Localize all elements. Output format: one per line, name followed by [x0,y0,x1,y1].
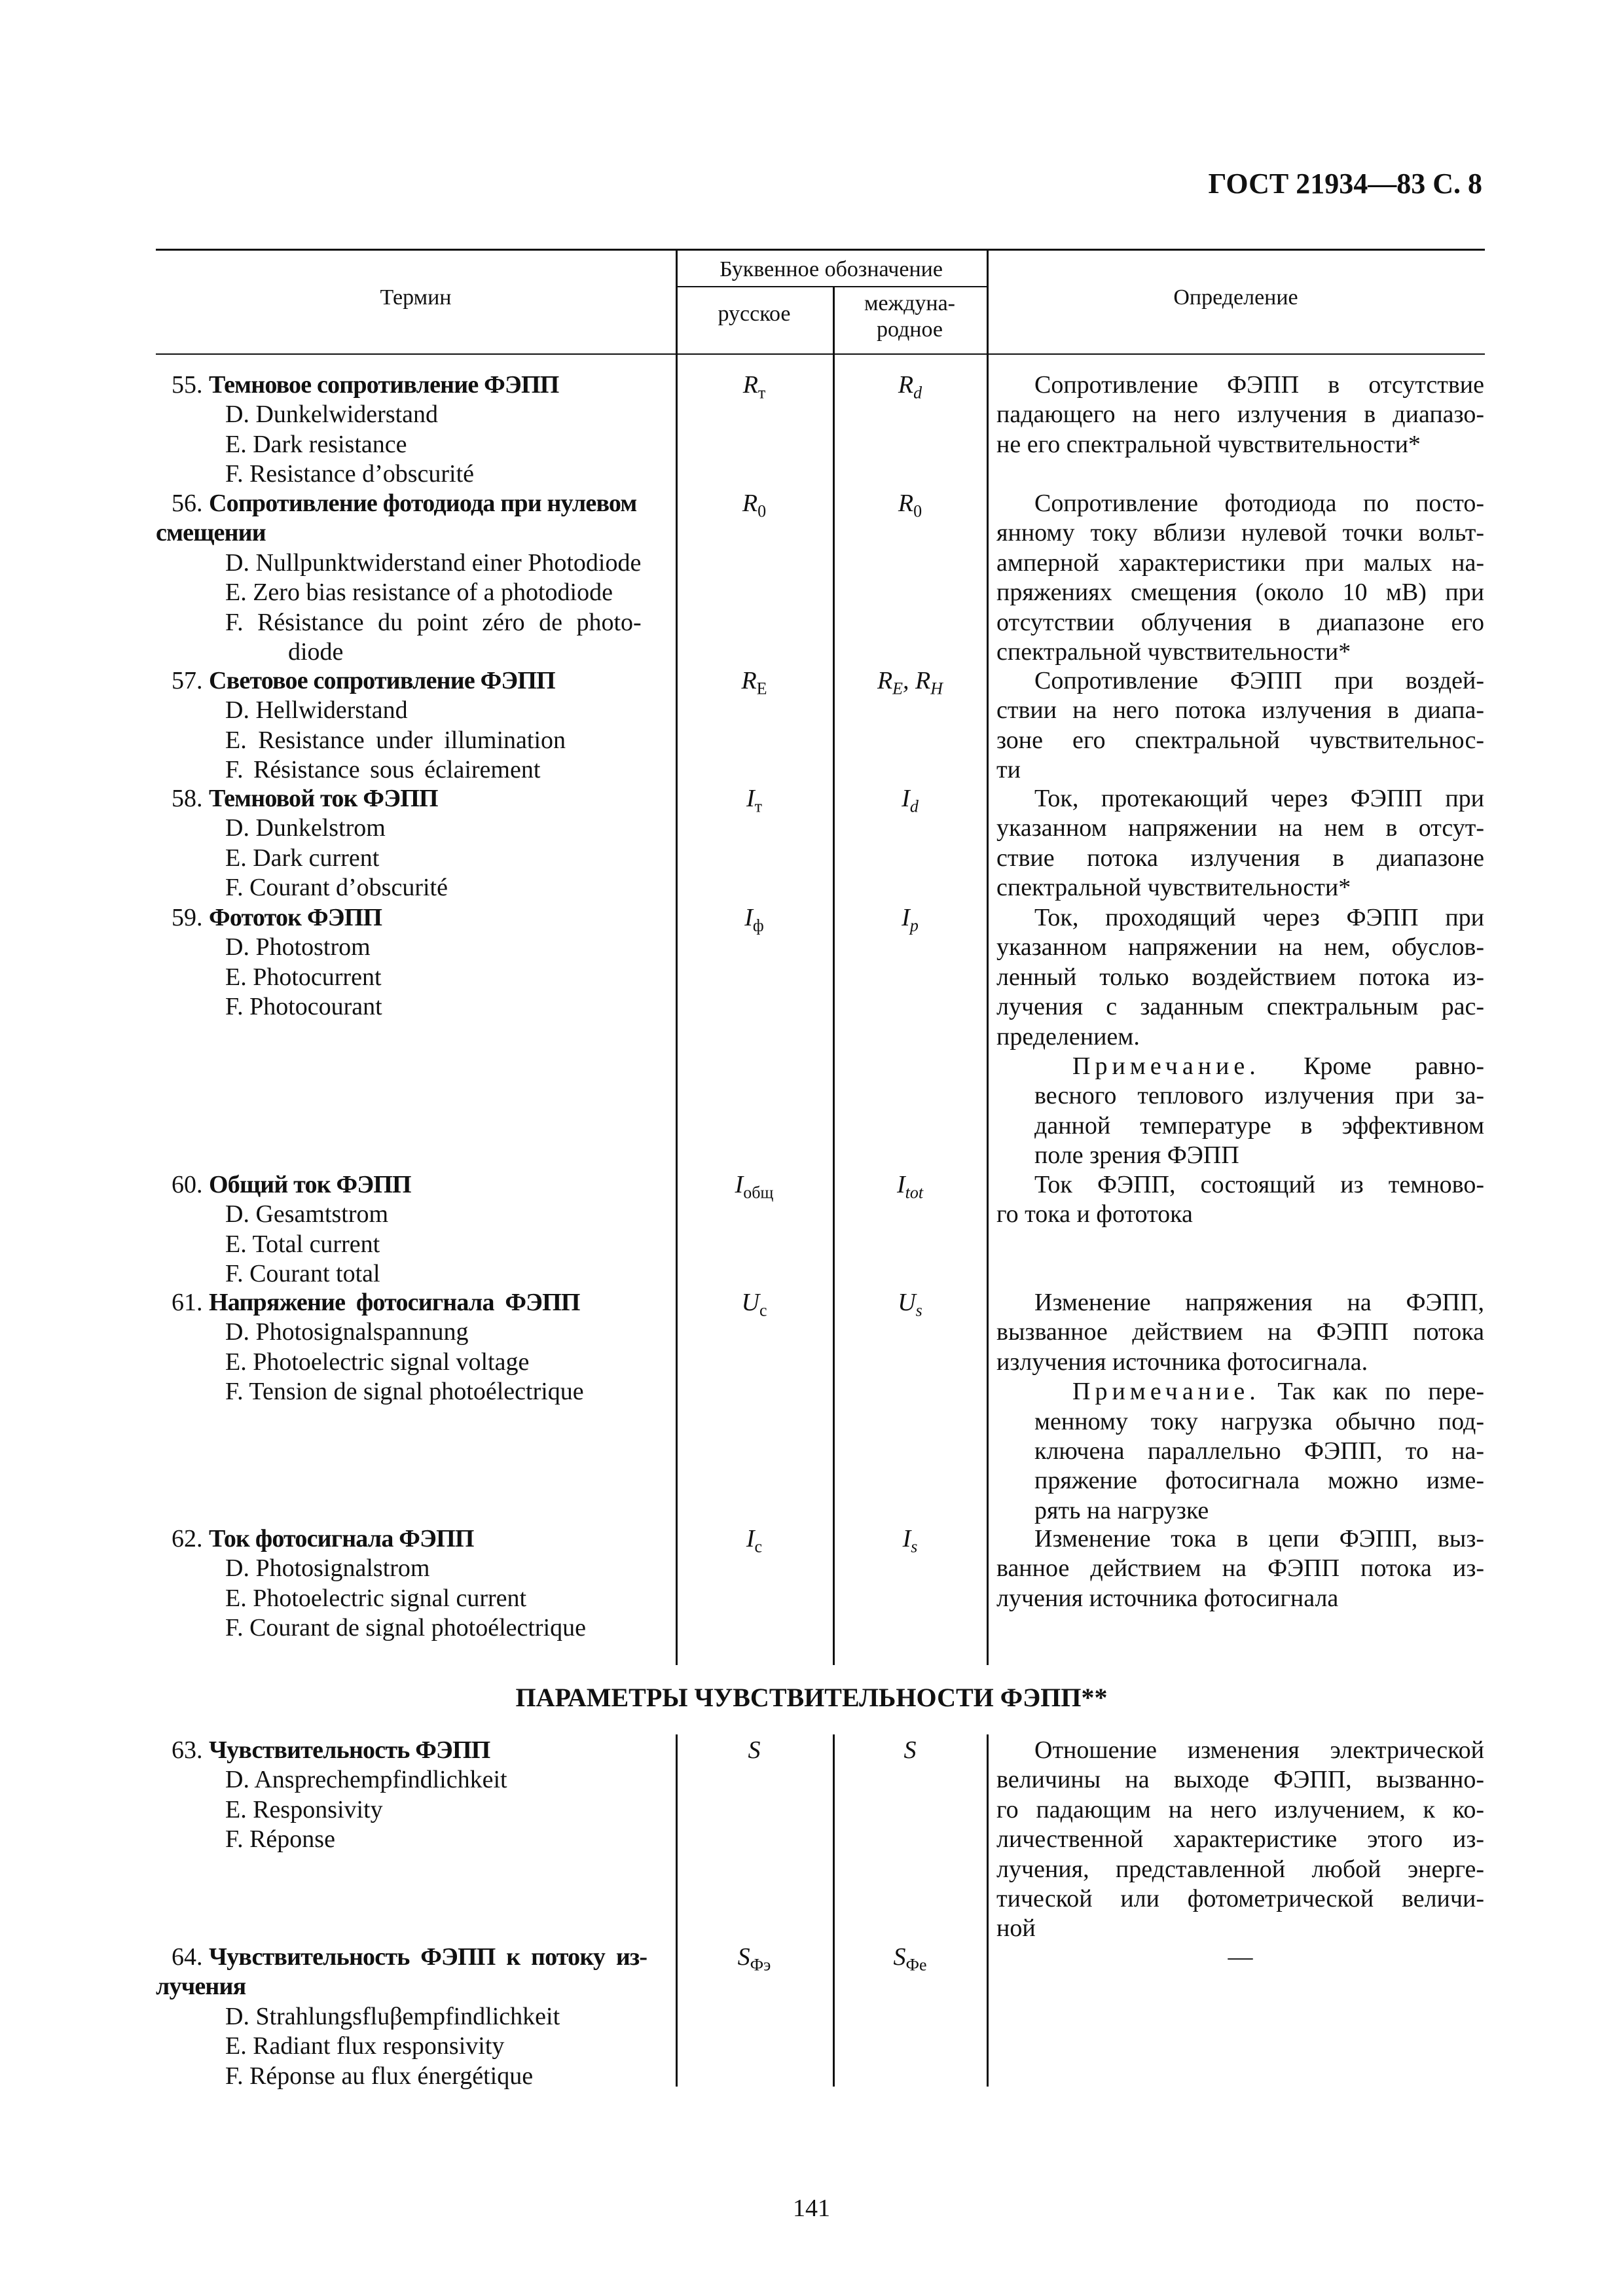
definition-56: Сопротивление фотодиода по посто- янному току вблизи нулевой точки вольт- амперной характеристики при малых на- пряжениях смещения (около 10 мВ) при отсутствии облучения в диапазоне его спектральной чувствительности* [996,490,1484,666]
term-en: E. Photoelectric signal voltage [225,1348,530,1376]
symbol-international: $U_s$ [898,1289,922,1320]
header-subrule [676,286,987,287]
term-title: Общий ток ФЭПП [209,1171,411,1198]
term-en: E. Dark resistance [225,430,407,458]
term-de: D. Photosignalspannung [225,1318,469,1346]
page-number: 141 [793,2195,830,2222]
definition-55: Сопротивление ФЭПП в отсутствие падающего на него излучения в диапазо- не его спектральной чувствительности* [996,371,1484,458]
term-entry-57: 57. Световое сопротивление ФЭПП D. Hellwiderstand E. Resistance under illumination F. Résistance sous éclairement [172,666,566,785]
term-entry-55: 55. Темновое сопротивление ФЭПП D. Dunkelwiderstand E. Dark resistance F. Resistance d’obscurité [172,370,558,490]
note-label: Примечание. [1072,1052,1260,1081]
term-title-continuation: лучения [156,1973,246,2001]
term-en: E. Photocurrent [225,963,382,991]
header-letter-designation: Буквенное обозначение [720,257,943,281]
column-rule [833,286,835,1665]
note-61: Примечание. Так как по пере- менному току нагрузка обычно под- ключена параллельно ФЭПП, то на- пряжение фотосигнала можно изме- рять на нагрузке [1034,1378,1484,1524]
term-fr: F. Tension de signal photoélectrique [225,1378,584,1406]
term-fr: F. Réponse [225,1825,335,1854]
term-title: Чувствительность ФЭПП [209,1736,490,1764]
term-entry-59: 59. Фототок ФЭПП D. Photostrom E. Photocurrent F. Photocourant [172,903,382,1022]
definition-58: Ток, протекающий через ФЭПП при указанном напряжении на нем в отсут- ствие потока излучения в диапазоне спектральной чувствительности* [996,785,1484,902]
definition-64: — [1228,1943,1253,1971]
symbol-international: $R_0$ [898,490,922,521]
symbol-russian: $I_с$ [746,1525,763,1556]
term-en: E. Zero bias resistance of a photodiode [225,579,613,607]
term-en: E. Radiant flux responsivity [225,2032,505,2060]
symbol-russian: $I_т$ [746,785,763,816]
definition-62: Изменение тока в цепи ФЭПП, выз- ванное действием на ФЭПП потока из- лучения источника фотосигнала [996,1525,1484,1612]
term-entry-61: 61. Напряжение фотосигнала ФЭПП D. Photosignalspannung E. Photoelectric signal voltage F. Tension de signal photoélectrique [172,1288,584,1407]
header-term: Термин [380,285,452,310]
term-title: Ток фотосигнала ФЭПП [209,1525,474,1552]
symbol-russian: $R_E$ [741,667,767,698]
term-fr: F. Résistance sous éclairement [225,756,541,784]
symbol-international: S [903,1736,917,1764]
symbol-russian: $S_{Фэ}$ [737,1943,771,1975]
term-title: Световое сопротивление ФЭПП [209,667,555,694]
term-title: Напряжение фотосигнала ФЭПП [209,1289,580,1316]
term-fr: F. Photocourant [225,993,382,1021]
standard-reference: ГОСТ 21934—83 С. 8 [1208,168,1482,200]
term-de: D. Photosignalstrom [225,1554,430,1583]
term-title: Темновое сопротивление ФЭПП [209,371,559,399]
term-en: E. Resistance under illumination [225,726,566,754]
symbol-international: $I_{tot}$ [896,1171,924,1202]
term-en: E. Photoelectric signal current [225,1584,527,1612]
note-label: Примечание. [1072,1378,1260,1406]
term-title-continuation: смещении [156,519,266,547]
term-de: D. Photostrom [225,933,371,961]
term-en: E. Responsivity [225,1795,383,1823]
term-en: E. Total current [225,1230,380,1258]
symbol-international: $I_s$ [902,1525,918,1556]
header-top-rule [156,249,1485,251]
header-international-2: родное [876,317,943,342]
symbol-russian: $I_ф$ [744,904,764,935]
symbol-russian: S [748,1736,761,1764]
header-russian: русское [718,302,791,326]
term-entry-58: 58. Темновой ток ФЭПП D. Dunkelstrom E. Dark current F. Courant d’obscurité [172,784,448,903]
definition-60: Ток ФЭПП, состоящий из темново- го тока и фототока [996,1171,1484,1229]
symbol-international: $I_p$ [902,904,919,935]
term-title: Темновой ток ФЭПП [209,785,438,812]
term-en: E. Dark current [225,844,380,872]
term-fr: F. Resistance d’obscurité [225,460,475,488]
term-entry-56: 56. Сопротивление фотодиода при нулевом смещении D. Nullpunktwiderstand einer Photodiode E. Zero bias resistance of a photodiode F. Résistance du point zéro de photo- diode [172,489,642,667]
section-heading: ПАРАМЕТРЫ ЧУВСТВИТЕЛЬНОСТИ ФЭПП** [515,1683,1108,1712]
note-59: Примечание. Кроме равно- весного теплового излучения при за- данной температуре в эффективном поле зрения ФЭПП [1034,1052,1484,1170]
column-rule [987,250,989,1665]
symbol-international: $R_E$, $R_H$ [877,667,943,698]
term-de: D. Ansprechempfindlichkeit [225,1766,507,1794]
term-fr: F. Courant d’obscurité [225,874,448,902]
term-de: D. Dunkelwiderstand [225,401,439,429]
term-entry-62: 62. Ток фотосигнала ФЭПП D. Photosignalstrom E. Photoelectric signal current F. Courant de signal photoélectrique [172,1524,586,1643]
term-de: D. Gesamtstrom [225,1200,389,1229]
term-title: Чувствительность ФЭПП к потоку из- [209,1943,647,1971]
symbol-international: $S_{Фe}$ [893,1943,927,1975]
term-title: Фототок ФЭПП [209,904,382,931]
symbol-russian: $R_т$ [742,371,766,403]
term-entry-60: 60. Общий ток ФЭПП D. Gesamtstrom E. Total current F. Courant total [172,1170,411,1289]
symbol-russian: $U_с$ [741,1289,767,1320]
term-fr: F. Courant total [225,1260,380,1288]
definition-57: Сопротивление ФЭПП при воздей- ствии на него потока излучения в диапа- зоне его спектральной чувствительнос- ти [996,667,1484,784]
symbol-russian: $I_{общ}$ [735,1171,774,1202]
symbol-international: $R_d$ [898,371,922,403]
definition-63: Отношение изменения электрической величины на выходе ФЭПП, вызванно- го падающим на него излучением, к ко- личественной характеристике этого из- лучения, представленной любой энерге- тической или фотометрической величи- ной [996,1736,1484,1943]
term-fr: F. Courant de signal photoélectrique [225,1614,586,1642]
symbol-international: $I_d$ [902,785,919,816]
header-definition: Определение [1173,285,1298,310]
term-de: D. Strahlungsfluβempfindlichkeit [225,2002,560,2030]
header-international-1: междуна- [864,291,955,315]
term-de: D. Dunkelstrom [225,814,386,842]
column-rule [676,1734,678,2087]
definition-59: Ток, проходящий через ФЭПП при указанном напряжении на нем, обуслов- ленный только воздействием потока из- лучения с заданным спектральным рас- пределением. Примечание. Кроме равно- весного теплового излучения при за- данной температуре в эффективном поле зрения ФЭПП [996,903,1484,1171]
term-fr-continuation: diode [288,638,344,666]
term-title: Сопротивление фотодиода при нулевом [209,490,637,517]
term-de: D. Hellwiderstand [225,696,408,725]
column-rule [676,250,678,1665]
term-entry-63: 63. Чувствительность ФЭПП D. Ansprechempfindlichkeit E. Responsivity F. Réponse [172,1736,507,1855]
header-bottom-rule [156,353,1485,355]
definition-61: Изменение напряжения на ФЭПП, вызванное действием на ФЭПП потока излучения источника фотосигнала. Примечание. Так как по пере- менному току нагрузка обычно под- ключена параллельно ФЭПП, то на- пряжение фотосигнала можно изме- рять на нагрузке [996,1288,1484,1526]
column-rule [833,1734,835,2087]
term-de: D. Nullpunktwiderstand einer Photodiode [225,548,642,577]
column-rule [987,1734,989,2087]
symbol-russian: $R_0$ [742,490,767,521]
term-fr: F. Réponse au flux énergétique [225,2062,534,2090]
term-entry-64: 64. Чувствительность ФЭПП к потоку из- лучения D. Strahlungsfluβempfindlichkeit E. Radiant flux responsivity F. Réponse au flux énergétique [172,1943,647,2091]
term-fr: F. Résistance du point zéro de photo- [225,608,642,636]
